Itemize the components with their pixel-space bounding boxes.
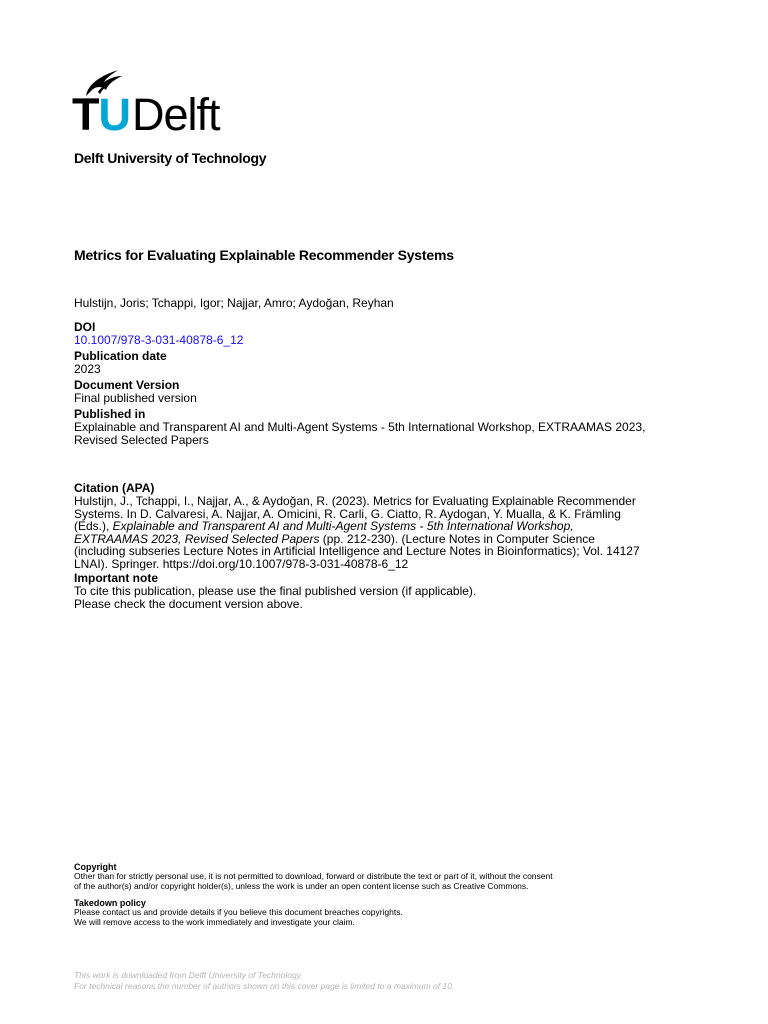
important-note-line: Please check the document version above. bbox=[74, 597, 303, 611]
doi-section bbox=[74, 320, 714, 347]
citation-line: LNAI). Springer. https://doi.org/10.1007/978-3-031-40878-6_12 bbox=[74, 556, 409, 571]
citation-line: (Eds.), Explainable and Transparent AI and Multi-Agent Systems - 5th International Workshop, bbox=[74, 519, 574, 533]
university-name: Delft University of Technology bbox=[74, 150, 267, 166]
document-version-section bbox=[74, 378, 714, 405]
copyright-section bbox=[74, 862, 714, 891]
published-in-line: Revised Selected Papers bbox=[74, 433, 209, 447]
takedown-line: We will remove access to the work immediately and investigate your claim. bbox=[74, 916, 355, 927]
takedown-section bbox=[74, 898, 714, 927]
citation-line: Systems. In D. Calvaresi, A. Najjar, A. Omicini, R. Carli, G. Ciatto, R. Aydogan, Y. Mualla, & K. Främling bbox=[74, 506, 621, 521]
citation-section bbox=[74, 481, 714, 570]
copyright-line: of the author(s) and/or copyright holder(s), unless the work is under an open content license such as Creative Commons. bbox=[74, 880, 529, 891]
copyright-label: Copyright bbox=[74, 862, 117, 872]
published-in-line: Explainable and Transparent AI and Multi-Agent Systems - 5th International Workshop, EXTRAAMAS 2023, bbox=[74, 420, 646, 434]
footer-note bbox=[74, 970, 454, 991]
takedown-label: Takedown policy bbox=[74, 898, 146, 908]
publication-date-label: Publication date bbox=[74, 349, 167, 363]
doi-label: DOI bbox=[74, 320, 96, 334]
important-note-line: To cite this publication, please use the final published version (if applicable). bbox=[74, 584, 477, 598]
document-title: Metrics for Evaluating Explainable Recommender Systems bbox=[74, 247, 454, 263]
citation-label: Citation (APA) bbox=[74, 481, 155, 495]
doi-link[interactable]: 10.1007/978-3-031-40878-6_12 bbox=[74, 333, 244, 347]
footer-line: This work is downloaded from Delft University of Technology. bbox=[74, 970, 303, 980]
logo-wordmark: TUDelft bbox=[72, 89, 220, 140]
published-in-label: Published in bbox=[74, 407, 146, 421]
footer-line: For technical reasons the number of authors shown on this cover page is limited to a maximum of 10. bbox=[74, 980, 455, 991]
tu-delft-logo bbox=[72, 66, 262, 138]
citation-line: Hulstijn, J., Tchappi, I., Najjar, A., & Aydoğan, R. (2023). Metrics for Evaluating Explainable Recommender bbox=[74, 494, 636, 508]
copyright-line: Other than for strictly personal use, it is not permitted to download, forward or distribute the text or part of it, without the consent bbox=[74, 871, 553, 881]
important-note-section bbox=[74, 571, 714, 611]
citation-line: EXTRAAMAS 2023, Revised Selected Papers (pp. 212-230). (Lecture Notes in Computer Science bbox=[74, 531, 595, 546]
important-note-label: Important note bbox=[74, 571, 158, 585]
citation-line: (including subseries Lecture Notes in Artificial Intelligence and Lecture Notes in Bioinformatics); Vol. 14127 bbox=[74, 544, 640, 558]
takedown-line: Please contact us and provide details if you believe this document breaches copyrights. bbox=[74, 907, 403, 917]
published-in-section bbox=[74, 407, 714, 447]
authors: Hulstijn, Joris; Tchappi, Igor; Najjar, Amro; Aydoğan, Reyhan bbox=[74, 296, 394, 310]
document-version-value: Final published version bbox=[74, 391, 197, 405]
publication-date-section bbox=[74, 349, 714, 376]
publication-date-value: 2023 bbox=[74, 362, 101, 376]
document-version-label: Document Version bbox=[74, 378, 180, 392]
